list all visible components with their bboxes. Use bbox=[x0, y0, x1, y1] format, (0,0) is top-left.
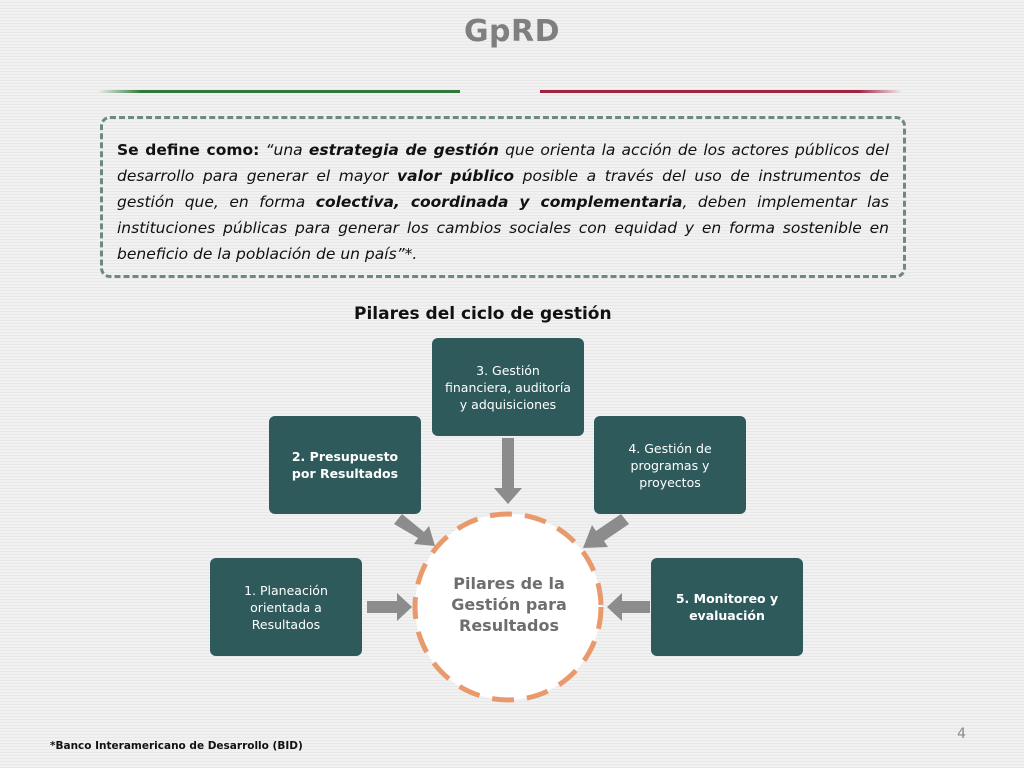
pillar-planning: 1. Planeación orientada a Resultados bbox=[210, 558, 362, 656]
arrow-pillar-1 bbox=[367, 593, 412, 621]
definition-text-part: posible a través del uso de instrumentos de gestión que, en forma bbox=[117, 167, 889, 211]
arrow-pillar-5 bbox=[607, 593, 650, 621]
definition-text-part: , deben implementar las instituciones públicas para generar los cambios sociales con equidad y en forma sostenible en beneficio de la población de un país”*. bbox=[117, 193, 889, 263]
definition-quote-open: “una bbox=[265, 141, 303, 159]
pillar-budget: 2. Presupuesto por Resultados bbox=[269, 416, 421, 514]
definition-emphasis-collective: colectiva, coordinada y complementaria bbox=[315, 193, 683, 211]
pillar-programs-projects: 4. Gestión de programas y proyectos bbox=[594, 416, 746, 514]
page-number: 4 bbox=[957, 726, 966, 742]
center-label: Pilares de la Gestión para Resultados bbox=[451, 574, 567, 635]
footnote: *Banco Interamericano de Desarrollo (BID) bbox=[50, 740, 303, 752]
arrow-pillar-3 bbox=[494, 438, 522, 504]
definition-lead: Se define como: bbox=[117, 141, 260, 159]
arrow-pillar-4 bbox=[583, 514, 629, 548]
definition-emphasis-strategy: estrategia de gestión bbox=[308, 141, 499, 159]
definition-text-part: que orienta la acción de los actores públicos del desarrollo para generar el mayor bbox=[117, 141, 890, 185]
slide-title: GpRD bbox=[463, 14, 561, 49]
diagram-subtitle: Pilares del ciclo de gestión bbox=[354, 304, 612, 324]
definition-emphasis-value: valor público bbox=[397, 167, 514, 185]
arrow-pillar-2 bbox=[394, 514, 435, 546]
pillar-financial-management: 3. Gestión financiera, auditoría y adquisiciones bbox=[432, 338, 584, 436]
pillar-monitoring: 5. Monitoreo y evaluación bbox=[651, 558, 803, 656]
